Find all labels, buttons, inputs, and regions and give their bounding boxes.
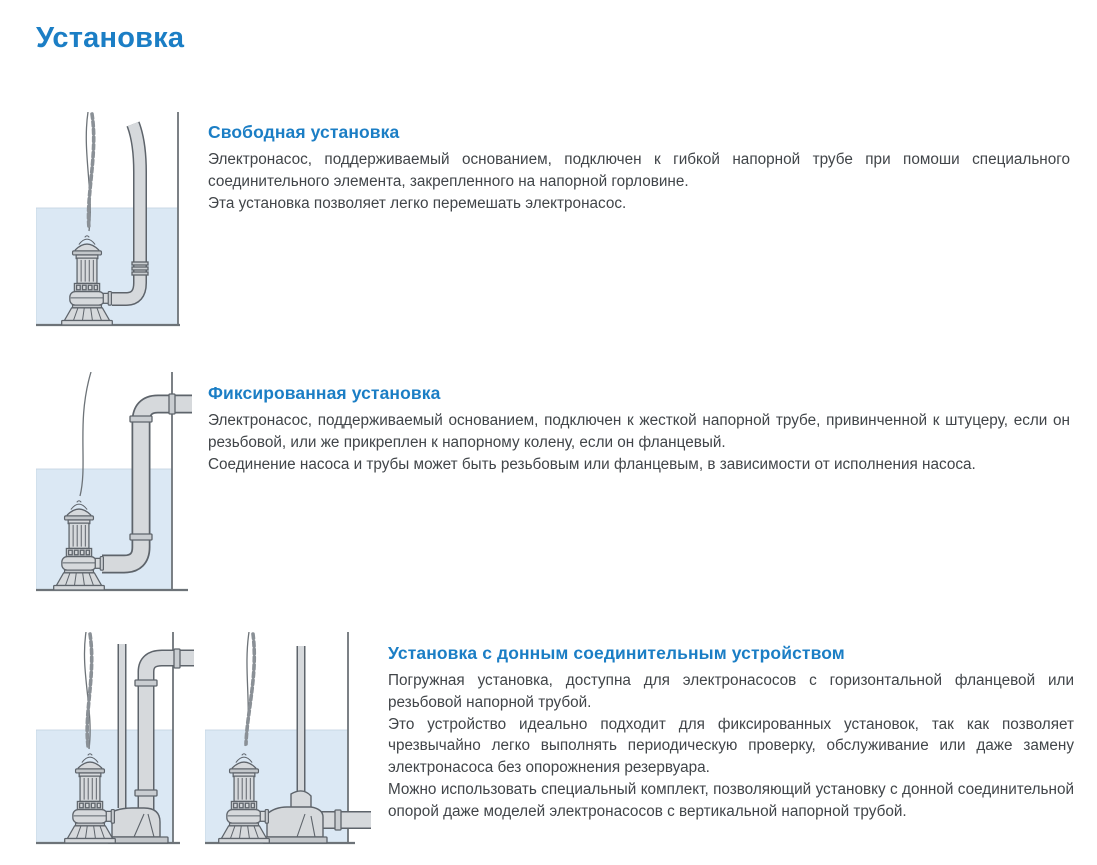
coupling-horizontal-pipe-drawing: [205, 632, 371, 851]
section-heading-fixed: Фиксированная установка: [208, 383, 441, 403]
hose-coupling-ring: [132, 272, 148, 275]
paragraph: Электронасос, поддерживаемый основанием, подключен к гибкой напорной трубе при помоши специального соединительного элемента, закрепленного на напорной горловине.: [208, 151, 1070, 190]
pipe-flange: [130, 534, 152, 540]
section-heading-bottom-coupling: Установка с донным соединительным устройством: [388, 643, 845, 663]
paragraph: Погружная установка, доступна для электронасосов с горизонтальной фланцевой или резьбовой напорной трубой.: [388, 672, 1074, 711]
bottom-coupling-vertical-pipe-illustration: [36, 632, 197, 851]
duckfoot-base-plate: [108, 837, 168, 843]
coupling-base-plate: [263, 837, 327, 843]
pipe-flange: [135, 790, 157, 796]
pump-flexible-hose-drawing: [36, 112, 180, 331]
hose-coupling-ring: [132, 262, 148, 265]
paragraph: Соединение насоса и трубы может быть резьбовым или фланцевым, в зависимости от исполнения насоса.: [208, 455, 976, 473]
paragraph: Электронасос, поддерживаемый основанием, подключен к жесткой напорной трубе, привинченной к штуцеру, если он резьбовой, или же прикреплен к напорному колену, если он фланцевый.: [208, 412, 1070, 451]
hose-coupling-ring: [132, 267, 148, 270]
pipe-flange: [169, 394, 175, 414]
fixed-installation-illustration: [36, 372, 192, 594]
water: [36, 208, 178, 325]
paragraph: Можно использовать специальный комплект, позволяющий установку с донной соединительной опорой даже моделей электронасосов с вертикальной напорной трубой.: [388, 780, 1074, 820]
pipe-flange: [130, 416, 152, 422]
pipe-flange: [135, 680, 157, 686]
bottom-coupling-horizontal-pipe-illustration: [205, 632, 371, 851]
duckfoot-vertical-pipe-drawing: [36, 632, 197, 851]
pipe-flange: [335, 810, 341, 830]
free-installation-illustration: [36, 112, 180, 331]
page-title: Установка: [36, 22, 185, 54]
pipe-flange: [174, 649, 180, 668]
paragraph: Эта установка позволяет легко перемешать электронасос.: [208, 194, 627, 212]
pump-rigid-pipe-drawing: [36, 372, 192, 594]
paragraph: Это устройство идеально подходит для фиксированных установок, так как позволяет чрезвычайно легко выполнять периодическую проверку, обслуживание или даже замену электронасоса без опорожнения резервуара.: [388, 715, 1074, 777]
section-heading-free: Свободная установка: [208, 122, 400, 142]
